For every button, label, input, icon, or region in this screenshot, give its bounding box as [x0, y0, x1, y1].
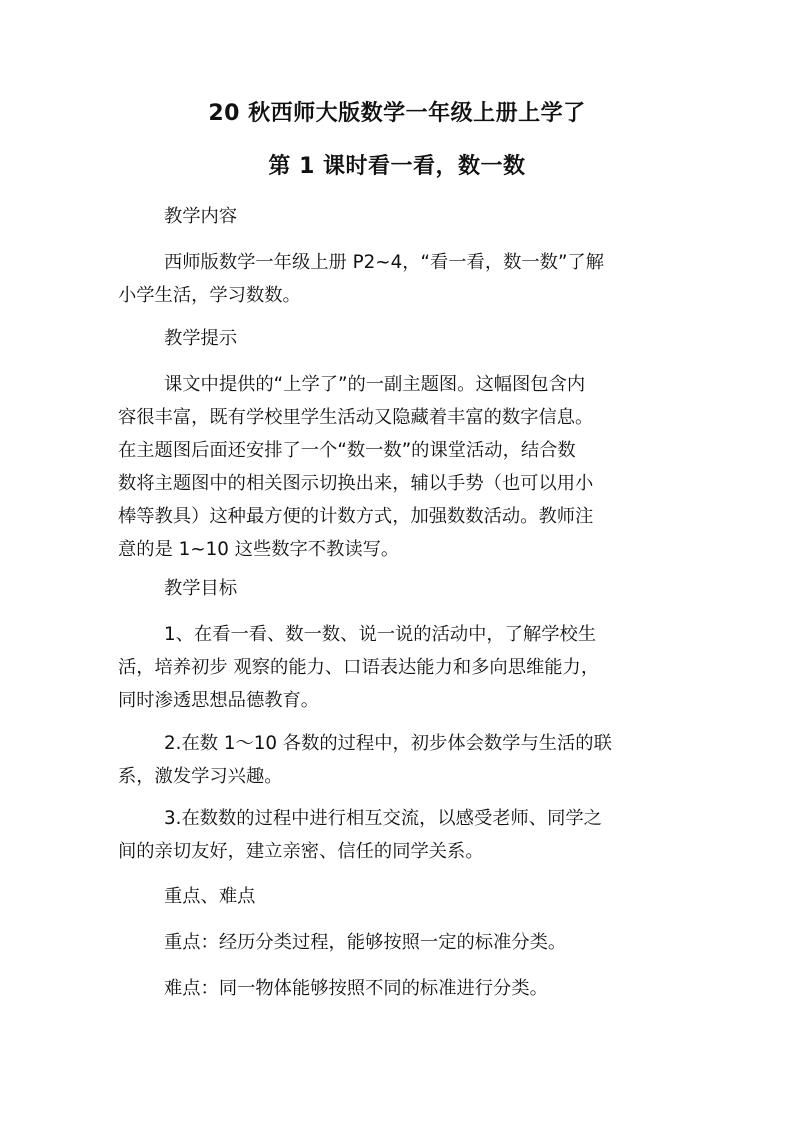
goal2-paragraph — [118, 727, 684, 793]
paragraph-line: 1、在看一看、数一数、说一说的活动中，了解学校生 — [164, 624, 597, 645]
paragraph-line: 3.在数数的过程中进行相互交流，以感受老师、同学之 — [164, 808, 602, 829]
paragraph-line: 同时渗透思想品德教育。 — [118, 690, 320, 711]
paragraph-line: 系，激发学习兴趣。 — [118, 766, 283, 787]
document-title: 20 秋西师大版数学一年级上册上学了 — [208, 101, 586, 126]
hint-paragraph — [118, 368, 684, 566]
paragraph-line: 小学生活，学习数数。 — [118, 285, 301, 306]
key-point: 重点：经历分类过程，能够按照一定的标准分类。 — [164, 932, 567, 953]
hint-section — [118, 322, 684, 355]
key-section — [118, 880, 684, 913]
paragraph-line: 活，培养初步 观察的能力、口语表达能力和多向思维能力， — [118, 657, 600, 678]
difficult-point: 难点：同一物体能够按照不同的标准进行分类。 — [164, 978, 548, 999]
goal3-paragraph — [118, 802, 684, 868]
content-section — [118, 200, 684, 233]
paragraph-line: 棒等教具）这种最方便的计数方式，加强数数活动。教师注 — [118, 506, 594, 527]
paragraph-line: 课文中提供的“上学了”的一副主题图。这幅图包含内 — [164, 374, 586, 395]
paragraph-line: 数将主题图中的相关图示切换出来，辅以手势（也可以用小 — [118, 473, 594, 494]
key-point-paragraph — [118, 926, 684, 959]
difficult-point-paragraph — [118, 972, 684, 1005]
content-paragraph — [118, 246, 684, 312]
paragraph-line: 2.在数 1～10 各数的过程中，初步体会数学与生活的联 — [164, 733, 612, 754]
paragraph-line: 间的亲切友好，建立亲密、信任的同学关系。 — [118, 841, 484, 862]
section-heading-goal: 教学目标 — [164, 578, 238, 599]
paragraph-line: 意的是 1~10 这些数字不教读写。 — [118, 539, 400, 560]
paragraph-line: 在主题图后面还安排了一个“数一数”的课堂活动，结合数 — [118, 440, 576, 461]
goal1-paragraph — [118, 618, 684, 717]
paragraph-line: 西师版数学一年级上册 P2~4，“看一看，数一数”了解 — [164, 252, 604, 273]
goal-section — [118, 572, 684, 605]
section-heading-hint: 教学提示 — [164, 328, 238, 349]
section-heading-key: 重点、难点 — [164, 886, 256, 907]
paragraph-line: 容很丰富，既有学校里学生活动又隐藏着丰富的数字信息。 — [118, 407, 594, 428]
section-heading-content: 教学内容 — [164, 206, 238, 227]
lesson-title: 第 1 课时看一看，数一数 — [268, 154, 526, 179]
